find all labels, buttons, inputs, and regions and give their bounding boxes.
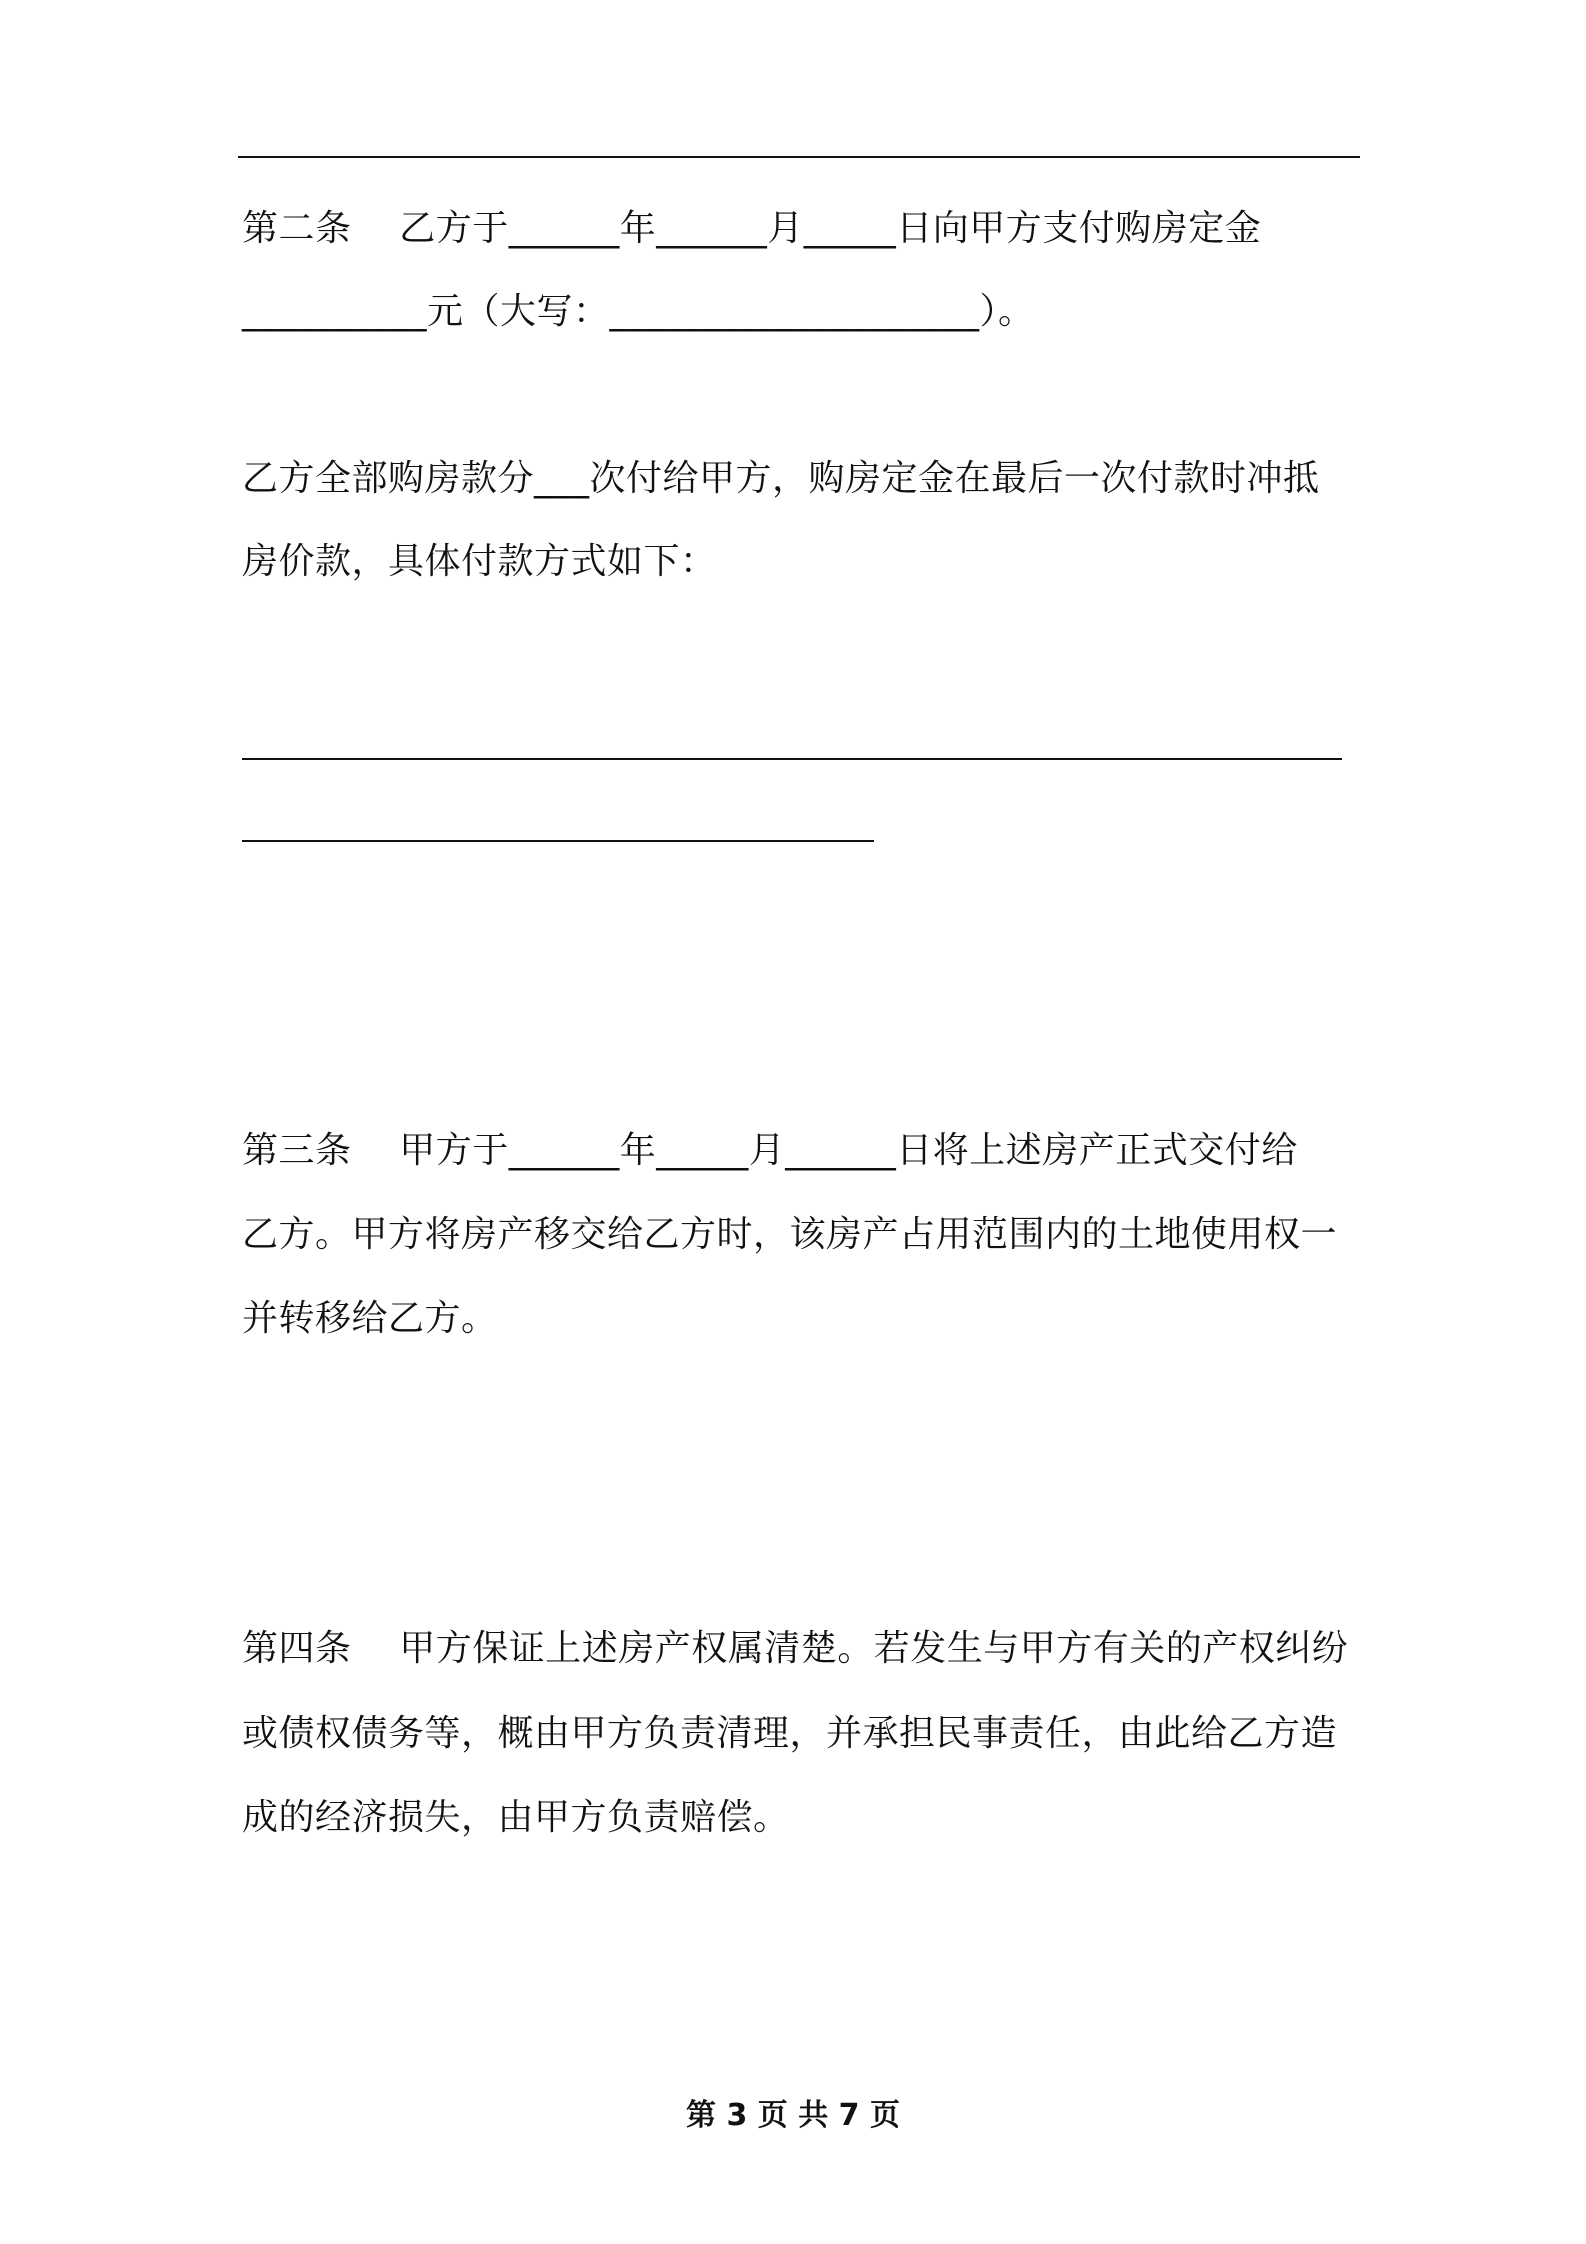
payment-line2: 房价款，具体付款方式如下： bbox=[242, 541, 717, 582]
article4-line1: 第四条 甲方保证上述房产权属清楚。若发生与甲方有关的产权纠纷 bbox=[242, 1628, 1349, 1669]
article2-line1: 第二条 乙方于______年______月_____日向甲方支付购房定金 bbox=[242, 208, 1262, 249]
article2-line2: __________元（大写：____________________）。 bbox=[242, 291, 1035, 332]
article3-line1: 第三条 甲方于______年_____月______日将上述房产正式交付给 bbox=[242, 1130, 1298, 1171]
payment-line1: 乙方全部购房款分___次付给甲方，购房定金在最后一次付款时冲抵 bbox=[242, 458, 1320, 499]
article4-line2: 或债权债务等，概由甲方负责清理，并承担民事责任，由此给乙方造 bbox=[242, 1713, 1338, 1754]
article4-line3: 成的经济损失，由甲方负责赔偿。 bbox=[242, 1797, 790, 1838]
payment-blank-line-2 bbox=[242, 840, 874, 842]
header-rule bbox=[238, 156, 1360, 158]
page-number: 第 3 页 共 7 页 bbox=[686, 2098, 900, 2133]
payment-blank-line-1 bbox=[242, 758, 1342, 760]
article3-line2: 乙方。甲方将房产移交给乙方时，该房产占用范围内的土地使用权一 bbox=[242, 1214, 1338, 1255]
article3-line3: 并转移给乙方。 bbox=[242, 1298, 498, 1339]
